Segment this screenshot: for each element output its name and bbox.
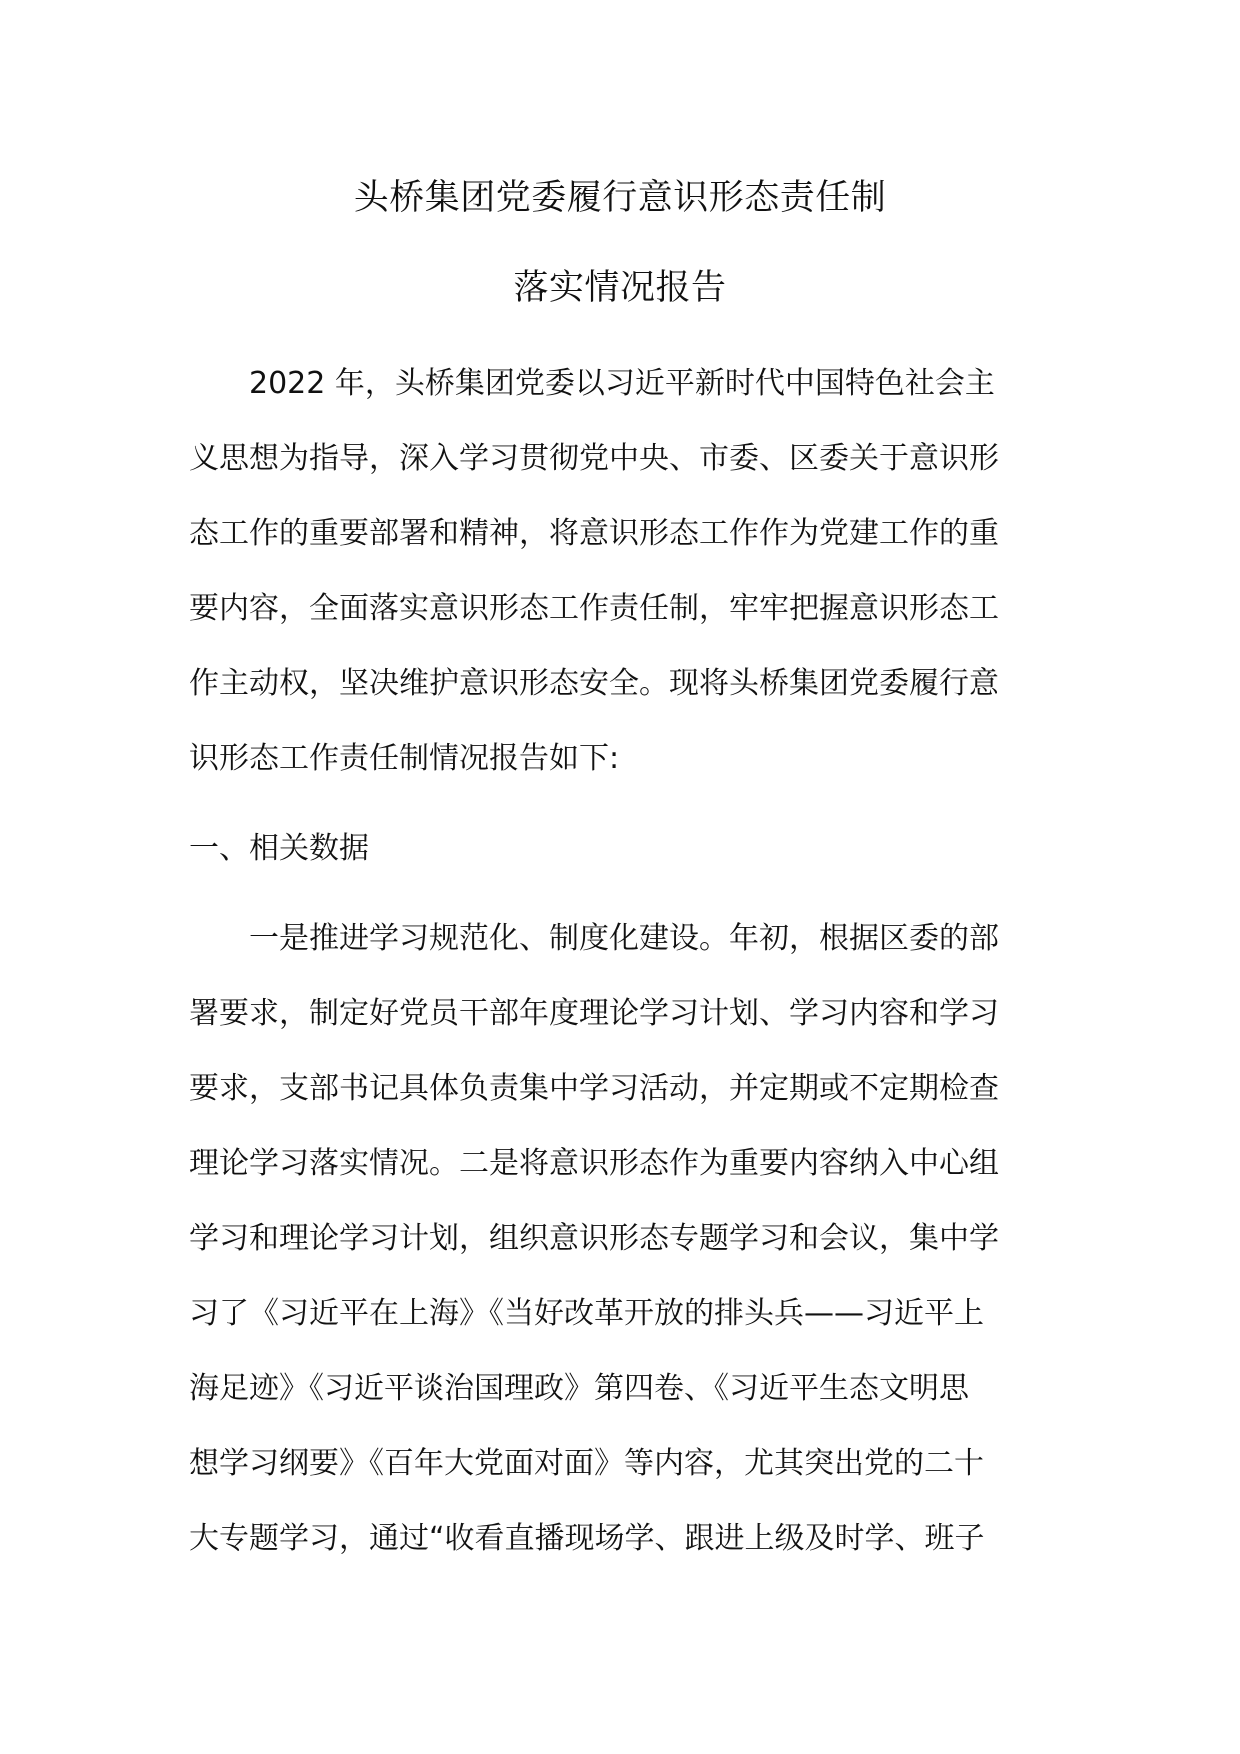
document-title-line-1: 头桥集团党委履行意识形态责任制 (353, 178, 887, 218)
body-paragraph-line: 要求，支部书记具体负责集中学习活动，并定期或不定期检查 (189, 1071, 999, 1106)
intro-paragraph-line: 要内容，全面落实意识形态工作责任制，牢牢把握意识形态工 (189, 591, 999, 626)
body-paragraph-line: 学习和理论学习计划，组织意识形态专题学习和会议，集中学 (189, 1221, 999, 1256)
body-paragraph-line: 理论学习落实情况。二是将意识形态作为重要内容纳入中心组 (189, 1146, 999, 1181)
intro-paragraph-line: 2022 年，头桥集团党委以习近平新时代中国特色社会主 (249, 366, 995, 401)
intro-paragraph-line: 义思想为指导，深入学习贯彻党中央、市委、区委关于意识形 (189, 441, 999, 476)
section-heading: 一、相关数据 (189, 831, 369, 866)
body-paragraph-line: 一是推进学习规范化、制度化建设。年初，根据区委的部 (249, 921, 999, 956)
document-title-line-2: 落实情况报告 (513, 268, 727, 308)
body-paragraph-line: 海足迹》《习近平谈治国理政》第四卷、《习近平生态文明思 (189, 1371, 969, 1406)
body-paragraph-line: 大专题学习，通过“收看直播现场学、跟进上级及时学、班子 (189, 1521, 985, 1556)
body-paragraph-line: 习了《习近平在上海》《当好改革开放的排头兵——习近平上 (189, 1296, 984, 1331)
intro-paragraph-line: 识形态工作责任制情况报告如下: (189, 741, 620, 776)
intro-paragraph-line: 作主动权，坚决维护意识形态安全。现将头桥集团党委履行意 (189, 666, 999, 701)
body-paragraph-line: 署要求，制定好党员干部年度理论学习计划、学习内容和学习 (189, 996, 999, 1031)
intro-paragraph-line: 态工作的重要部署和精神，将意识形态工作作为党建工作的重 (189, 516, 999, 551)
body-paragraph-line: 想学习纲要》《百年大党面对面》等内容，尤其突出党的二十 (189, 1446, 984, 1481)
